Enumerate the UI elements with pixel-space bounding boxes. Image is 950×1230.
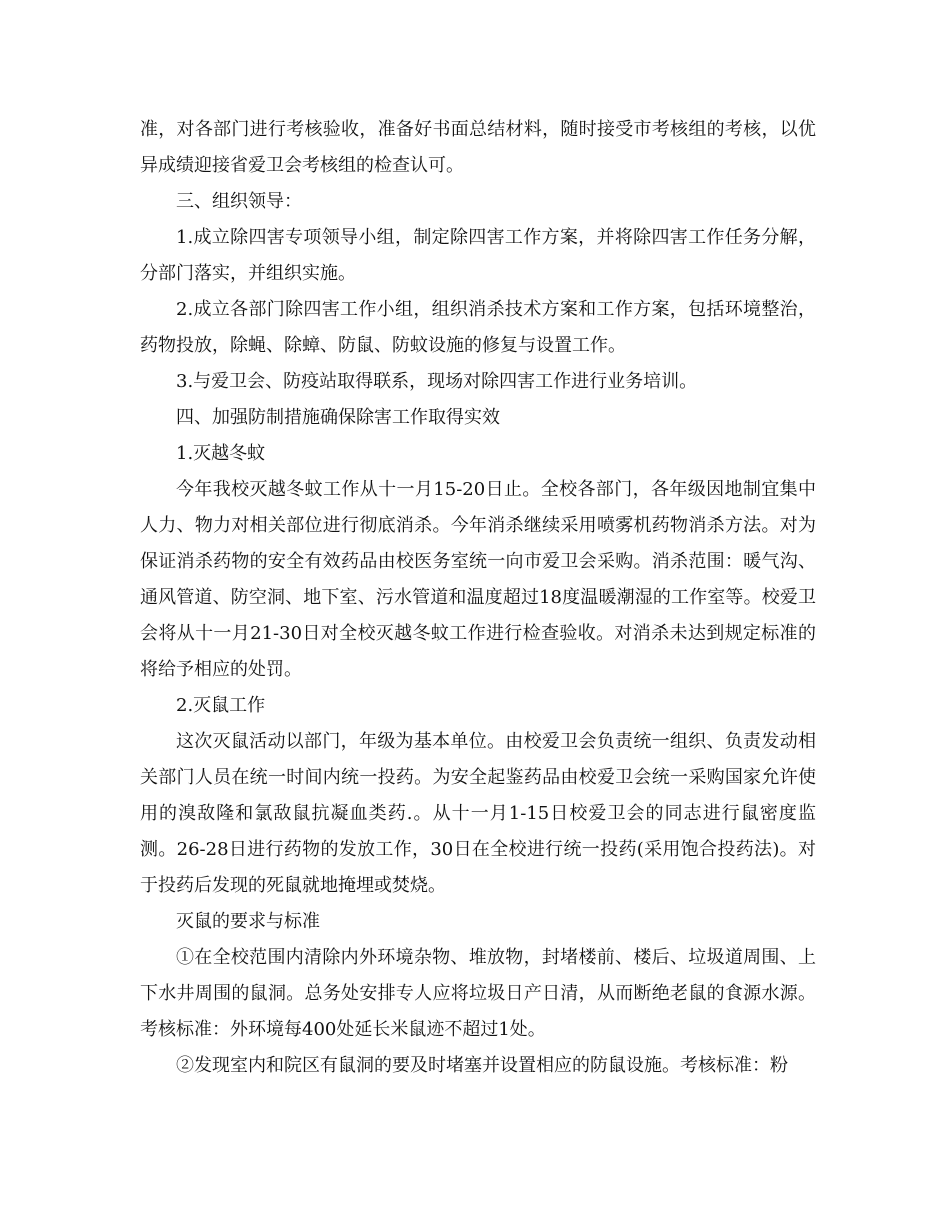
list-item: 1.成立除四害专项领导小组，制定除四害工作方案，并将除四害工作任务分解，分部门落实，并组织实施。 [140,227,816,284]
document-body [140,112,816,1084]
paragraph-rodent: 这次灭鼠活动以部门，年级为基本单位。由校爱卫会负责统一组织、负责发动相关部门人员在统一时间内统一投药。为安全起鉴药品由校爱卫会统一采购国家允许使用的溴敌隆和氯敌鼠抗凝血类药.。从十一月1-15日校爱卫会的同志进行鼠密度监测。26-28日进行药物的发放工作，30日在全校进行统一投药(采用饱合投药法)。对于投药后发现的死鼠就地掩埋或焚烧。 [140,731,816,896]
section-heading-measures: 四、加强防制措施确保除害工作取得实效 [176,407,500,428]
section-heading-organization: 三、组织领导： [176,191,302,212]
list-item: ②发现室内和院区有鼠洞的要及时堵塞并设置相应的防鼠设施。考核标准：粉 [176,1055,788,1076]
list-item: 2.成立各部门除四害工作小组，组织消杀技术方案和工作方案，包括环境整治，药物投放，除蝇、除蟑、防鼠、防蚊设施的修复与设置工作。 [140,299,816,356]
subheading-rodent-standards: 灭鼠的要求与标准 [176,911,320,932]
subheading-mosquito: 1.灭越冬蚊 [176,443,266,464]
paragraph-mosquito: 今年我校灭越冬蚊工作从十一月15-20日止。全校各部门，各年级因地制宜集中人力、物力对相关部位进行彻底消杀。今年消杀继续采用喷雾机药物消杀方法。对为保证消杀药物的安全有效药品由校医务室统一向市爱卫会采购。消杀范围：暖气沟、通风管道、防空洞、地下室、污水管道和温度超过18度温暖潮湿的工作室等。校爱卫会将从十一月21-30日对全校灭越冬蚊工作进行检查验收。对消杀未达到规定标准的将给予相应的处罚。 [140,479,816,680]
subheading-rodent: 2.灭鼠工作 [176,695,266,716]
paragraph-continuation: 准，对各部门进行考核验收，准备好书面总结材料，随时接受市考核组的考核，以优异成绩迎接省爱卫会考核组的检查认可。 [140,119,816,176]
list-item: 3.与爱卫会、防疫站取得联系，现场对除四害工作进行业务培训。 [176,371,698,392]
list-item: ①在全校范围内清除内外环境杂物、堆放物，封堵楼前、楼后、垃圾道周围、上下水井周围的鼠洞。总务处安排专人应将垃圾日产日清，从而断绝老鼠的食源水源。考核标准：外环境每400处延长米鼠迹不超过1处。 [140,947,816,1040]
